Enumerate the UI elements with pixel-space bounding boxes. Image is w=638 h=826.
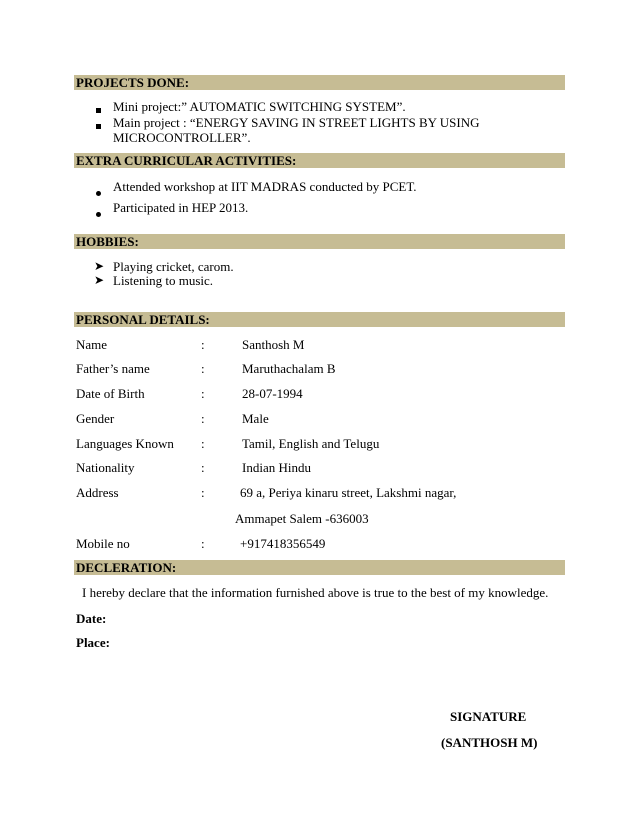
detail-value-name: Santhosh M xyxy=(242,337,305,352)
detail-label-name: Name xyxy=(76,337,108,352)
arrow-bullet-icon: ➤ xyxy=(94,273,105,287)
hobby-item-2: Listening to music. xyxy=(113,273,214,288)
detail-value-mobile: +917418356549 xyxy=(240,536,326,551)
extra-curricular-heading: EXTRA CURRICULAR ACTIVITIES: xyxy=(74,153,565,168)
project-item-2-cont: MICROCONTROLLER”. xyxy=(113,130,251,145)
date-label: Date: xyxy=(76,611,107,626)
detail-label-gender: Gender xyxy=(76,411,115,426)
detail-value-father: Maruthachalam B xyxy=(242,361,336,376)
detail-separator: : xyxy=(201,386,205,401)
declaration-heading: DECLERATION: xyxy=(74,560,565,575)
project-item-2: Main project : “ENERGY SAVING IN STREET LIGHTS BY USING xyxy=(113,115,480,130)
detail-separator: : xyxy=(201,411,205,426)
detail-separator: : xyxy=(201,536,205,551)
detail-value-dob: 28-07-1994 xyxy=(242,386,303,401)
detail-separator: : xyxy=(201,460,205,475)
detail-value-languages: Tamil, English and Telugu xyxy=(242,436,380,451)
signature-name: (SANTHOSH M) xyxy=(441,735,538,750)
detail-separator: : xyxy=(201,361,205,376)
detail-separator: : xyxy=(201,436,205,451)
detail-label-address: Address xyxy=(76,485,119,500)
detail-label-languages: Languages Known xyxy=(76,436,174,451)
signature-label: SIGNATURE xyxy=(450,709,527,724)
arrow-bullet-icon: ➤ xyxy=(94,259,105,273)
detail-value-address: 69 a, Periya kinaru street, Lakshmi nagar, xyxy=(240,485,457,500)
detail-value-address-cont: Ammapet Salem -636003 xyxy=(235,511,369,526)
detail-label-dob: Date of Birth xyxy=(76,386,145,401)
detail-label-father: Father’s name xyxy=(76,361,150,376)
personal-details-heading: PERSONAL DETAILS: xyxy=(74,312,565,327)
activity-item-1: Attended workshop at IIT MADRAS conducted by PCET. xyxy=(113,179,417,194)
square-bullet-icon xyxy=(96,117,101,133)
projects-heading: PROJECTS DONE: xyxy=(74,75,565,90)
project-item-1: Mini project:” AUTOMATIC SWITCHING SYSTEM”. xyxy=(113,99,406,114)
square-bullet-icon xyxy=(96,101,101,117)
round-bullet-icon xyxy=(96,184,101,200)
round-bullet-icon xyxy=(96,205,101,221)
activity-item-2: Participated in HEP 2013. xyxy=(113,200,249,215)
detail-label-mobile: Mobile no xyxy=(76,536,130,551)
detail-value-nationality: Indian Hindu xyxy=(242,460,311,475)
hobby-item-1: Playing cricket, carom. xyxy=(113,259,234,274)
declaration-text: I hereby declare that the information furnished above is true to the best of my knowledge. xyxy=(82,585,549,600)
detail-value-gender: Male xyxy=(242,411,269,426)
detail-separator: : xyxy=(201,337,205,352)
detail-separator: : xyxy=(201,485,205,500)
detail-label-nationality: Nationality xyxy=(76,460,135,475)
hobbies-heading: HOBBIES: xyxy=(74,234,565,249)
place-label: Place: xyxy=(76,635,110,650)
